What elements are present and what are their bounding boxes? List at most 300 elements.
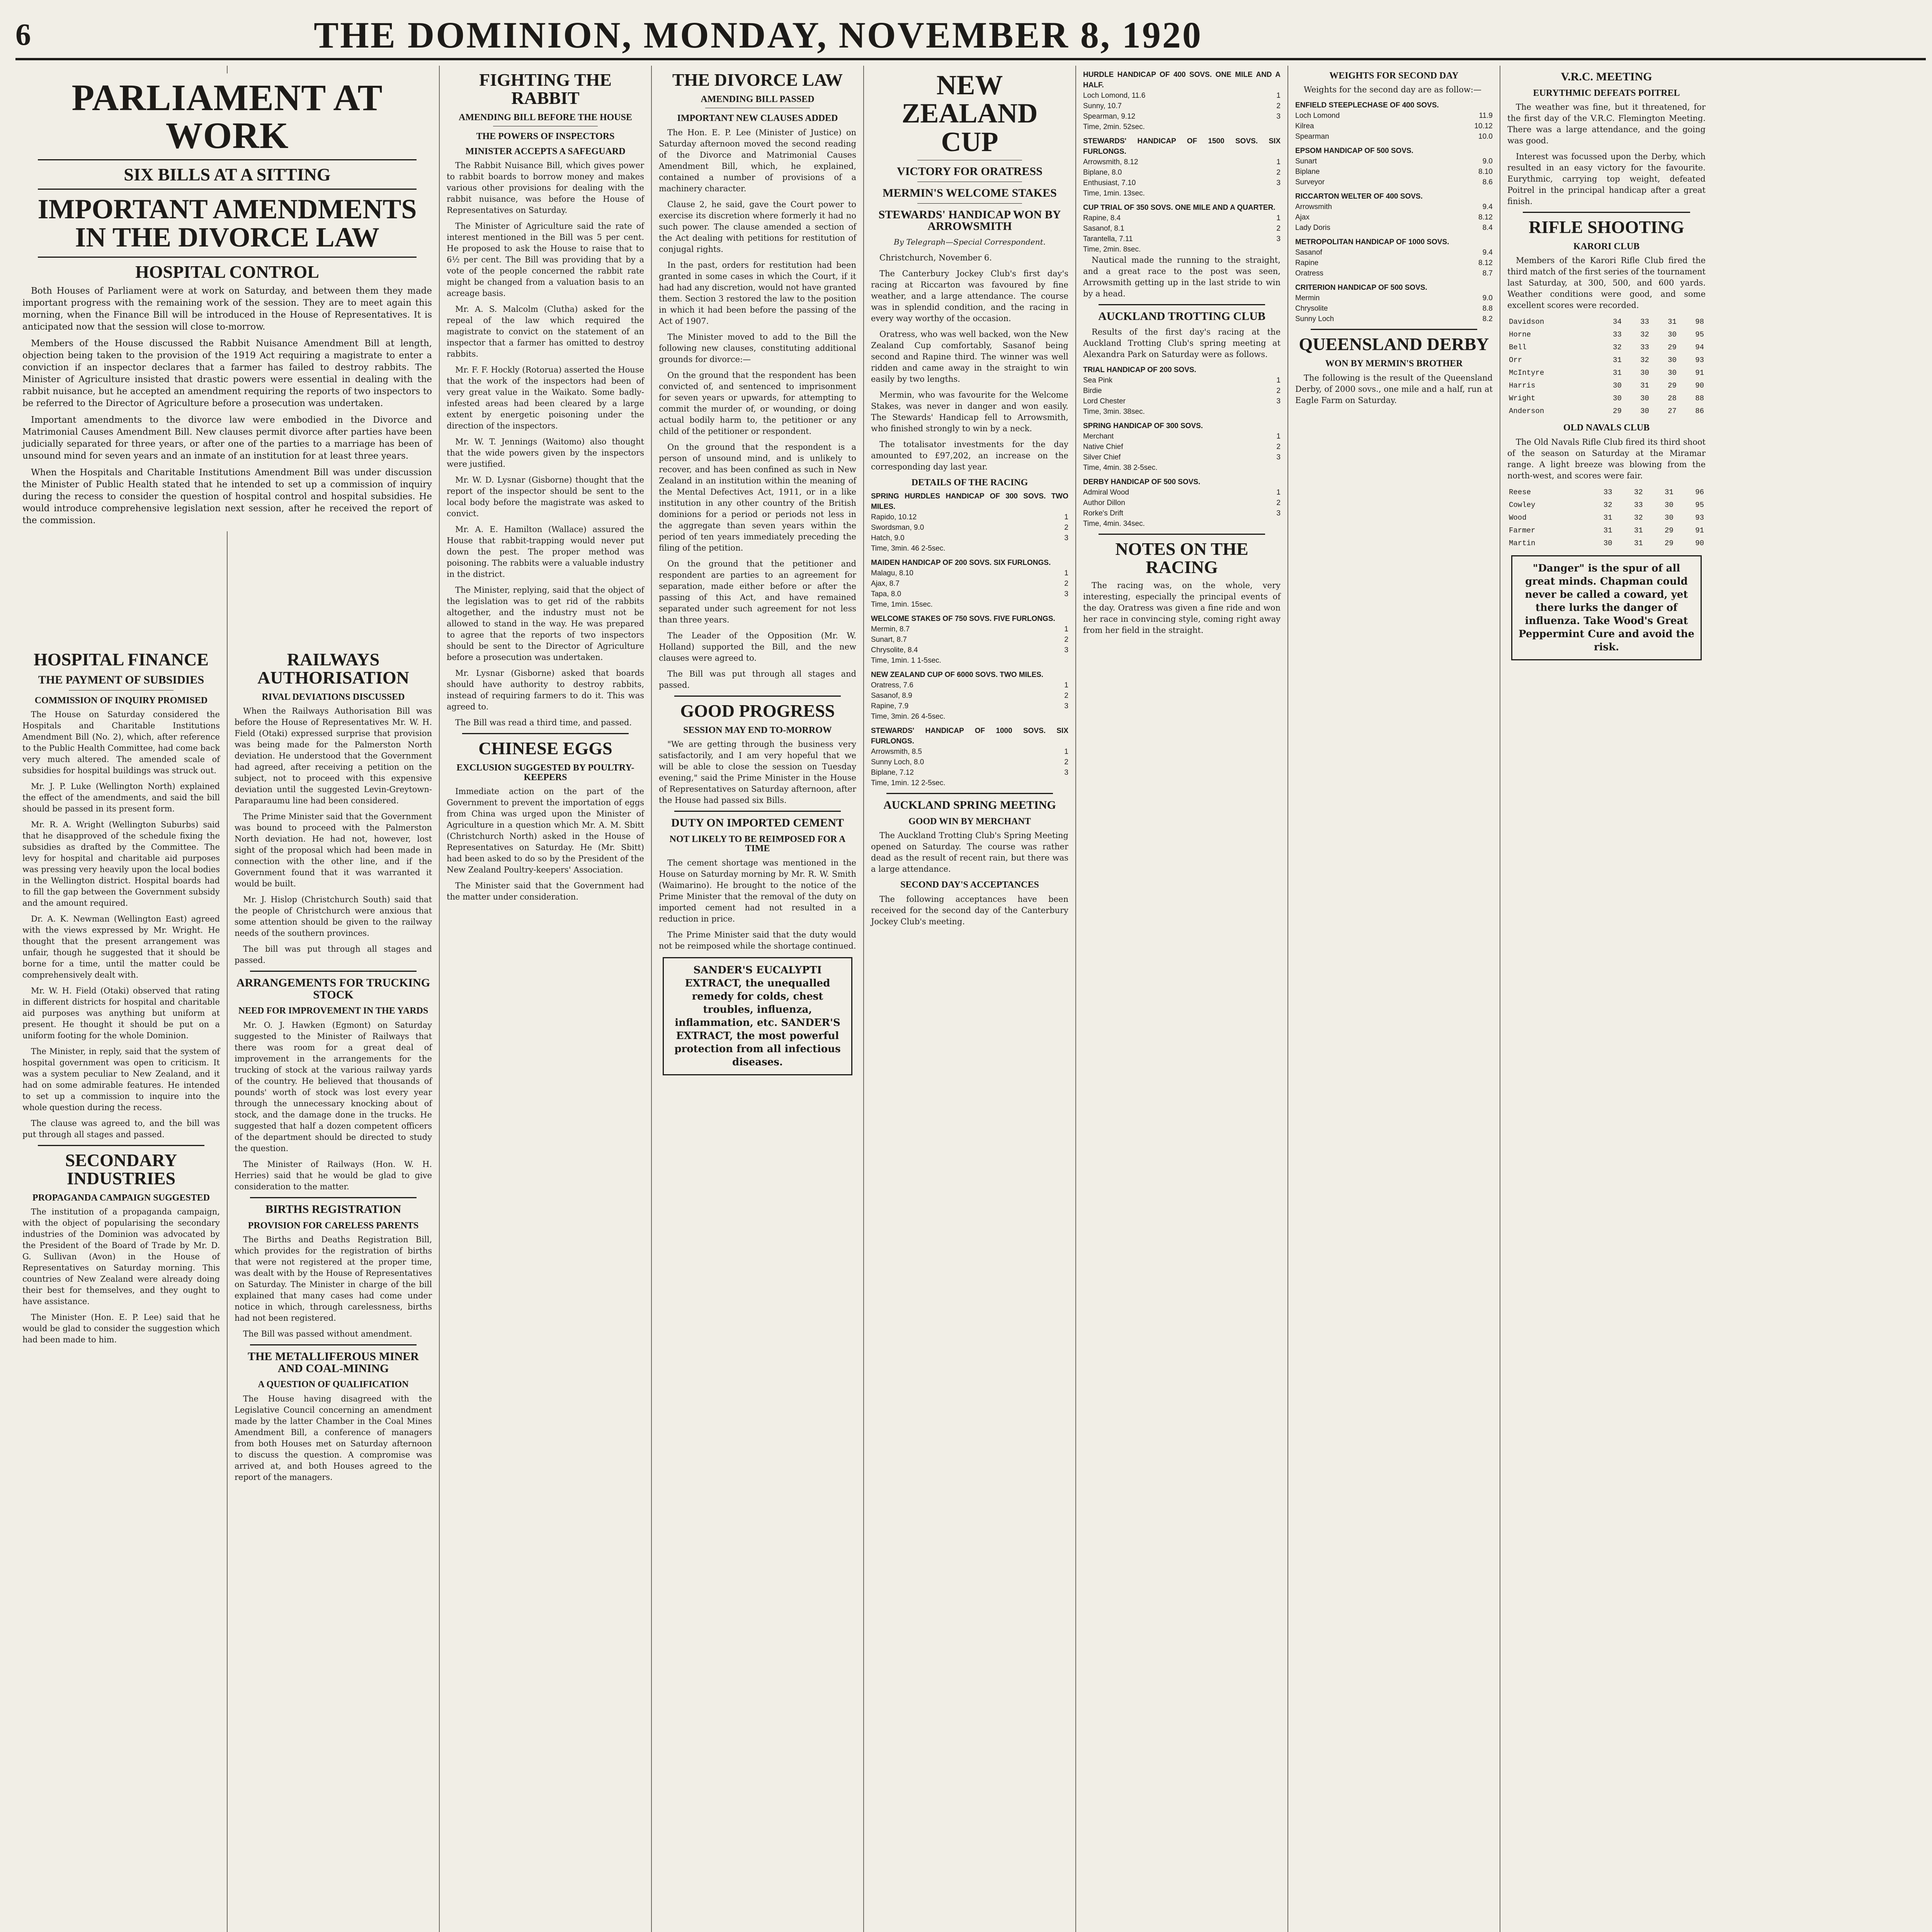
result-row	[871, 757, 1068, 767]
article-paragraph: Important amendments to the divorce law were embodied in the Divorce and Matrimonial Causes Amendment Bill. New clauses permit divorce after parties have been judicially separated for three years, or after one of the parties to a marriage has been of unsound mind for seven years and an inmate of an institution for at least three years.	[22, 415, 432, 461]
result-cell: Enthusiast, 7.10	[1083, 179, 1136, 187]
article-paragraph: The Prime Minister said that the Government was bound to proceed with the Palmerston North deviation. He had not, however, lost sight of the proposal which had been made in connection with the other line, and if the Government found that it was warranted it would be built.	[235, 812, 432, 889]
result-cell: 3	[1276, 509, 1281, 517]
result-row	[1083, 386, 1281, 396]
old-navals-headline: OLD NAVALS CLUB	[1563, 423, 1650, 433]
score-cell: 29	[1668, 381, 1677, 390]
score-cell: 28	[1668, 394, 1677, 403]
result-cell: 1	[1276, 488, 1281, 497]
result-row	[871, 701, 1068, 711]
article-paragraph: Mr. Lysnar (Gisborne) asked that boards should have authority to destroy rabbits, instead of requiring farmers to do it. This was agreed to.	[447, 668, 644, 712]
article-paragraph: Mr. J. Hislop (Christchurch South) said that the people of Christchurch were anxious that some attention should be given to the railway needs of the southern provinces.	[235, 895, 432, 938]
result-row	[1083, 178, 1281, 188]
article-paragraph: The Minister, in reply, said that the system of hospital government was open to criticism. It was a system peculiar to New Zealand, and it had on some admirable features. He intended to set up a commission to inquire into the whole question during the recess.	[22, 1046, 220, 1112]
race-title: SPRING HANDICAP OF 300 SOVS.	[1083, 422, 1203, 430]
result-row	[1295, 131, 1493, 142]
article-paragraph: The weather was fine, but it threatened, for the first day of the V.R.C. Flemington Meeting. There was a large attendance, and the going was good.	[1507, 102, 1706, 146]
article-paragraph: Weights for the second day are as follow:—	[1304, 85, 1482, 95]
race-time: Time, 3min. 38sec.	[1083, 407, 1145, 416]
score-cell: 31	[1613, 369, 1622, 378]
race-results	[871, 491, 1068, 788]
score-row	[1507, 512, 1706, 524]
article-paragraph: The Rabbit Nuisance Bill, which gives power to rabbit boards to borrow money and makes various other provisions for dealing with the rabbit nuisance, was before the House of Representatives on Saturday.	[447, 161, 644, 215]
hospital-finance-sub1: THE PAYMENT OF SUBSIDIES	[38, 673, 204, 686]
score-cell: 30	[1668, 356, 1677, 365]
score-cell: 94	[1695, 343, 1704, 352]
result-cell: 2	[1064, 692, 1068, 700]
result-cell: Tarantella, 7.11	[1083, 235, 1133, 243]
result-cell: 8.6	[1482, 178, 1493, 187]
births-headline: BIRTHS REGISTRATION	[265, 1202, 401, 1216]
score-cell: Wood	[1509, 513, 1527, 522]
article-paragraph: Immediate action on the part of the Government to prevent the importation of eggs from China was urged upon the Minister of Agriculture in a question which Mr. A. M. Sbitt (Christchurch North) asked in the House of Representatives on Saturday. He (Mr. Sbitt) had been asked to do so by the President of the New Zealand Poultry-keepers' Association.	[447, 787, 644, 875]
rabbit-sub2: THE POWERS OF INSPECTORS	[476, 131, 615, 142]
result-cell: 8.10	[1478, 168, 1493, 176]
score-cell: Anderson	[1509, 407, 1544, 416]
result-cell: 2	[1276, 386, 1281, 395]
miner-headline: THE METALLIFEROUS MINER AND COAL-MINING	[248, 1350, 419, 1375]
result-cell: 8.4	[1482, 224, 1493, 232]
score-cell: 30	[1603, 539, 1612, 548]
dateline: Christchurch, November 6.	[879, 253, 992, 262]
result-cell: 8.12	[1478, 213, 1493, 222]
cup-headline: NEW ZEALAND CUP	[901, 70, 1038, 157]
spring-meeting-headline: AUCKLAND SPRING MEETING	[883, 799, 1056, 812]
result-cell: Arrowsmith, 8.5	[871, 748, 922, 756]
score-cell: 30	[1640, 394, 1649, 403]
divider	[674, 696, 841, 697]
result-cell: Sunart, 8.7	[871, 636, 907, 644]
score-cell: 33	[1634, 500, 1643, 509]
result-cell: 1	[1064, 681, 1068, 690]
score-cell: Harris	[1509, 381, 1536, 390]
result-cell: Author Dillon	[1083, 498, 1125, 507]
result-row	[1295, 202, 1493, 212]
result-cell: 10.0	[1478, 133, 1493, 141]
result-cell: 1	[1064, 625, 1068, 634]
births-sub: PROVISION FOR CARELESS PARENTS	[248, 1220, 419, 1231]
rabbit-sub3: MINISTER ACCEPTS A SAFEGUARD	[465, 146, 626, 156]
result-row	[871, 624, 1068, 634]
weights-headline: WEIGHTS FOR SECOND DAY	[1329, 71, 1459, 81]
hospital-finance-sub2: COMMISSION OF INQUIRY PROMISED	[34, 695, 208, 706]
score-row	[1507, 499, 1706, 512]
result-cell: Malagu, 8.10	[871, 569, 913, 578]
divider	[38, 257, 417, 258]
result-cell: 3	[1276, 112, 1281, 121]
result-cell: 3	[1064, 769, 1068, 777]
divider	[917, 203, 1022, 204]
score-table	[1507, 316, 1706, 418]
score-cell: 33	[1640, 318, 1649, 327]
column-5	[864, 66, 1076, 1932]
result-row	[1083, 452, 1281, 463]
acceptances-headline: SECOND DAY'S ACCEPTANCES	[900, 880, 1039, 890]
result-cell: 3	[1276, 179, 1281, 187]
vrc-sub: EURYTHMIC DEFEATS POITREL	[1533, 88, 1680, 98]
result-cell: Sunart	[1295, 157, 1317, 166]
article-paragraph: Mermin, who was favourite for the Welcome Stakes, was never in danger and won easily. The Stewards' Handicap fell to Arrowsmith, who finished strongly to win by a neck.	[871, 390, 1068, 433]
article-paragraph: Results of the first day's racing at the Auckland Trotting Club's spring meeting at Alexandra Park on Saturday were as follows.	[1083, 327, 1281, 359]
result-cell: 2	[1064, 758, 1068, 767]
result-row	[1295, 247, 1493, 258]
race-results	[1083, 70, 1281, 255]
result-cell: Spearman	[1295, 133, 1329, 141]
divider	[38, 189, 417, 190]
score-cell: 93	[1695, 356, 1704, 365]
article-paragraph: Mr. W. T. Jennings (Waitomo) also thought that the wide powers given by the inspectors were justified.	[447, 437, 644, 469]
article-paragraph: The Minister moved to add to the Bill the following new clauses, constituting additional grounds for divorce:—	[659, 332, 856, 364]
score-row	[1507, 405, 1706, 418]
result-row	[871, 767, 1068, 778]
score-cell: 27	[1668, 407, 1677, 416]
newspaper-title: THE DOMINION, MONDAY, NOVEMBER 8, 1920	[314, 14, 1202, 56]
score-cell: 29	[1665, 526, 1673, 535]
score-cell: 32	[1603, 500, 1612, 509]
column-6	[1076, 66, 1288, 1932]
score-row	[1507, 367, 1706, 379]
race-title: CUP TRIAL OF 350 SOVS. ONE MILE AND A QUARTER.	[1083, 204, 1276, 212]
result-row	[1083, 498, 1281, 508]
parliament-sub2: IMPORTANT AMENDMENTS IN THE DIVORCE LAW	[37, 193, 417, 253]
secondary-industries-headline: SECONDARY INDUSTRIES	[65, 1150, 177, 1188]
result-row	[1295, 111, 1493, 121]
result-row	[871, 634, 1068, 645]
article-paragraph: The Bill was read a third time, and passed.	[455, 718, 632, 728]
divider	[462, 733, 629, 734]
old-navals-scores	[1507, 486, 1706, 550]
result-cell: Native Chief	[1083, 442, 1123, 451]
article-paragraph: The institution of a propaganda campaign, with the object of popularising the secondary industries of the Dominion was advocated by the President of the Board of Trade by Mr. D. G. Sullivan (Avon) in the House of Representatives on Saturday morning. This countries of New Zealand were already doing their best for themselves, and they ought to have assistance.	[22, 1207, 220, 1306]
result-cell: Chrysolite	[1295, 304, 1328, 313]
score-cell: 32	[1634, 488, 1643, 497]
result-cell: 2	[1064, 636, 1068, 644]
result-row	[1295, 268, 1493, 279]
result-cell: 11.9	[1479, 112, 1493, 120]
article-paragraph: The Minister, replying, said that the object of the legislation was to get rid of the rabbits altogether, and the industry must not be allowed to stand in the way. He was prepared to agree that the reports of two inspectors should be sent to the Director of Agriculture before a prosecution was undertaken.	[447, 585, 644, 662]
result-cell: 2	[1276, 102, 1281, 110]
result-row	[871, 522, 1068, 533]
column-7	[1288, 66, 1500, 1932]
divider	[886, 793, 1053, 794]
score-row	[1507, 486, 1706, 499]
sanders-advertisement: SANDER'S EUCALYPTI EXTRACT, the unequalled remedy for colds, chest troubles, influenza, inflammation, etc. SANDER'S EXTRACT, the most powerful protection from all infectious diseases.	[663, 957, 852, 1075]
trotting-headline: AUCKLAND TROTTING CLUB	[1098, 310, 1265, 323]
result-row	[871, 512, 1068, 522]
article-paragraph: Mr. A. E. Hamilton (Wallace) assured the House that rabbit-trapping would never put down the pest. The proper method was poisoning. The rabbits were a valuable industry in the district.	[447, 525, 644, 579]
race-time: Time, 4min. 38 2-5sec.	[1083, 463, 1158, 472]
result-cell: 2	[1064, 580, 1068, 588]
score-cell: 32	[1640, 330, 1649, 339]
result-cell: Biplane	[1295, 168, 1320, 176]
result-cell: 3	[1276, 235, 1281, 243]
article-paragraph: Dr. A. K. Newman (Wellington East) agreed with the views expressed by Mr. Wright. He thought that the present arrangement was unfair, though he suggested that it should be borne for a time, until the matter could be comprehensively dealt with.	[22, 914, 220, 980]
result-row	[1295, 167, 1493, 177]
result-cell: 2	[1276, 442, 1281, 451]
good-progress-sub: SESSION MAY END TO-MORROW	[683, 725, 832, 735]
result-cell: Chrysolite, 8.4	[871, 646, 918, 655]
result-row	[1083, 167, 1281, 178]
result-cell: Rorke's Drift	[1083, 509, 1123, 517]
result-cell: Kilrea	[1295, 122, 1314, 131]
score-cell: 30	[1665, 500, 1673, 509]
race-results	[1083, 365, 1281, 529]
article-paragraph: The Births and Deaths Registration Bill, which provides for the registration of births that were not registered at the proper time, was dealt with by the House of Representatives on Saturday. The Minister in charge of the bill explained that many cases had come under notice in which, through carelessness, births had not been registered.	[235, 1235, 432, 1323]
result-row	[1083, 213, 1281, 223]
result-cell: Sunny Loch, 8.0	[871, 758, 924, 767]
result-cell: 3	[1276, 453, 1281, 461]
score-cell: 31	[1634, 539, 1643, 548]
score-cell: 31	[1613, 356, 1622, 365]
score-cell: 30	[1613, 381, 1622, 390]
article-paragraph: On the ground that the petitioner and respondent are parties to an agreement for separation, made either before or after the passing of this Act, and have remained separated under such agreement for not less than three years.	[659, 559, 856, 624]
woods-peppermint-advertisement: "Danger" is the spur of all great minds. Chapman could never be called a coward, yet there lurks the danger of influenza. Take Wood's Great Peppermint Cure and avoid the risk.	[1511, 555, 1702, 660]
result-cell: 1	[1064, 513, 1068, 522]
queensland-derby-headline: QUEENSLAND DERBY	[1299, 334, 1489, 354]
article-paragraph: The Leader of the Opposition (Mr. W. Holland) supported the Bill, and the new clauses were agreed to.	[659, 631, 856, 663]
result-cell: Birdie	[1083, 386, 1102, 395]
score-cell: 31	[1668, 318, 1677, 327]
result-cell: Sasanof	[1295, 248, 1322, 257]
article-paragraph: The Minister of Railways (Hon. W. H. Herries) said that he would be glad to give consideration to the matter.	[235, 1159, 432, 1191]
score-cell: 30	[1665, 513, 1673, 522]
race-time: Time, 3min. 46 2-5sec.	[871, 544, 946, 553]
result-cell: Merchant	[1083, 432, 1114, 440]
race-title: SPRING HURDLES HANDICAP OF 300 SOVS. TWO MILES.	[871, 492, 1068, 511]
article-paragraph: The Auckland Trotting Club's Spring Meeting opened on Saturday. The course was rather dead as the result of recent rain, but there was a large attendance.	[871, 831, 1068, 874]
result-row	[1083, 101, 1281, 111]
article-paragraph: The House on Saturday considered the Hospitals and Charitable Institutions Amendment Bill (No. 2), which, after reference to the Public Health Committee, had come back very much altered. The amended scale of subsidies for hospital buildings was struck out.	[22, 709, 220, 775]
race-title: STEWARDS' HANDICAP OF 1000 SOVS. SIX FURLONGS.	[871, 727, 1068, 746]
article-paragraph: On the ground that the respondent is a person of unsound mind, and is unlikely to recover, and has been confined as such in New Zealand in an institution within the meaning of the Mental Defectives Act, 1911, or in a like institution in any other country of the British dominions for a period or periods not less in the aggregate than seven years within the period of ten years immediately preceding the filing of the petition.	[659, 442, 856, 553]
result-cell: Oratress	[1295, 269, 1323, 278]
vrc-headline: V.R.C. MEETING	[1561, 70, 1652, 83]
score-cell: 90	[1695, 539, 1704, 548]
result-cell: 9.0	[1482, 294, 1493, 303]
result-cell: 3	[1064, 534, 1068, 543]
result-row	[1295, 314, 1493, 324]
score-cell: 31	[1640, 381, 1649, 390]
column-8	[1500, 66, 1713, 1932]
article-paragraph: Nautical made the running to the straight, and a great race to the post was seen, Arrowsmith getting up in the last stride to win by a head.	[1083, 255, 1281, 298]
result-cell: Rapine, 8.4	[1083, 214, 1121, 222]
race-time: Time, 2min. 52sec.	[1083, 123, 1145, 131]
result-cell: Tapa, 8.0	[871, 590, 901, 599]
race-title: HURDLE HANDICAP OF 400 SOVS. ONE MILE AND A HALF.	[1083, 71, 1281, 89]
result-row	[1295, 156, 1493, 167]
article-paragraph: The cement shortage was mentioned in the House on Saturday morning by Mr. R. W. Smith (Waimarino). He brought to the notice of the Prime Minister that the removal of the duty on imported cement had not resulted in a reduction in price.	[659, 858, 856, 923]
trucking-headline: ARRANGEMENTS FOR TRUCKING STOCK	[236, 976, 430, 1001]
score-cell: 88	[1695, 394, 1704, 403]
secondary-industries-sub: PROPAGANDA CAMPAIGN SUGGESTED	[32, 1192, 210, 1203]
page-number: 6	[15, 17, 31, 52]
column-3	[440, 66, 652, 1932]
score-cell: 33	[1640, 343, 1649, 352]
divorce-headline: THE DIVORCE LAW	[672, 70, 843, 90]
score-row	[1507, 316, 1706, 328]
result-cell: Admiral Wood	[1083, 488, 1129, 497]
result-row	[871, 589, 1068, 599]
result-cell: Rapido, 10.12	[871, 513, 917, 522]
article-paragraph: Interest was focussed upon the Derby, which resulted in an easy victory for the favourite. Eurythmic, carrying top weight, defeated Poitrel in the principal handicap after a great finish.	[1507, 152, 1706, 206]
race-title: WELCOME STAKES OF 750 SOVS. FIVE FURLONGS.	[871, 615, 1055, 623]
score-cell: 33	[1613, 330, 1622, 339]
result-row	[1295, 258, 1493, 268]
race-title: METROPOLITAN HANDICAP OF 1000 SOVS.	[1295, 238, 1449, 247]
result-row	[1083, 431, 1281, 442]
divider	[250, 971, 417, 972]
chinese-eggs-headline: CHINESE EGGS	[478, 738, 612, 759]
result-cell: Ajax, 8.7	[871, 580, 900, 588]
result-row	[871, 680, 1068, 690]
race-time: Time, 1min. 13sec.	[1083, 189, 1145, 197]
article-paragraph: Mr. F. F. Hockly (Rotorua) asserted the House that the work of the inspectors had been of very great value in the Waikato. Some badly-infested areas had been cleared by a large extent by energetic poisoning under the direction of the inspectors.	[447, 365, 644, 431]
race-title: EPSOM HANDICAP OF 500 SOVS.	[1295, 147, 1413, 155]
cup-sub1: VICTORY FOR ORATRESS	[897, 165, 1043, 178]
result-cell: Rapine	[1295, 259, 1319, 267]
result-cell: Lady Doris	[1295, 224, 1330, 232]
result-cell: 1	[1276, 158, 1281, 166]
score-cell: 30	[1613, 394, 1622, 403]
score-cell: 30	[1640, 407, 1649, 416]
parliament-body	[22, 285, 432, 531]
good-progress-headline: GOOD PROGRESS	[680, 701, 835, 721]
article-paragraph: The bill was put through all stages and passed.	[235, 944, 432, 965]
race-time: Time, 4min. 34sec.	[1083, 519, 1145, 528]
score-cell: 91	[1695, 369, 1704, 378]
result-cell: 1	[1276, 432, 1281, 440]
result-row	[1083, 396, 1281, 406]
article-paragraph: The House having disagreed with the Legislative Council concerning an amendment made by the latter Chamber in the Coal Mines Amendment Bill, a conference of managers from both Houses met on Saturday afternoon to discuss the question. A compromise was arrived at, and both Houses agreed to the report of the managers.	[235, 1394, 432, 1482]
divorce-sub1: AMENDING BILL PASSED	[701, 94, 815, 104]
article-paragraph: The Minister (Hon. E. P. Lee) said that he would be glad to consider the suggestion which had been made to him.	[22, 1313, 220, 1345]
score-cell: 93	[1695, 513, 1704, 522]
miner-sub: A QUESTION OF QUALIFICATION	[258, 1379, 409, 1390]
result-cell: Arrowsmith, 8.12	[1083, 158, 1138, 166]
parliament-headline: PARLIAMENT AT WORK	[71, 77, 383, 156]
divider	[250, 1344, 417, 1345]
result-cell: Spearman, 9.12	[1083, 112, 1136, 121]
result-row	[871, 533, 1068, 543]
score-cell: 31	[1603, 526, 1612, 535]
result-row	[1295, 223, 1493, 233]
score-cell: 90	[1695, 381, 1704, 390]
result-row	[1295, 212, 1493, 223]
score-table	[1507, 486, 1706, 550]
result-cell: 1	[1064, 569, 1068, 578]
result-cell: 8.7	[1482, 269, 1493, 278]
result-cell: 9.0	[1482, 157, 1493, 166]
score-cell: 30	[1668, 369, 1677, 378]
result-row	[1083, 442, 1281, 452]
race-time: Time, 1min. 15sec.	[871, 600, 933, 609]
cup-sub2: MERMIN'S WELCOME STAKES	[883, 186, 1057, 199]
score-cell: 86	[1695, 407, 1704, 416]
result-cell: Hatch, 9.0	[871, 534, 905, 543]
article-paragraph: The clause was agreed to, and the bill was put through all stages and passed.	[22, 1118, 220, 1139]
result-row	[1083, 487, 1281, 498]
score-cell: Cowley	[1509, 500, 1536, 509]
result-row	[871, 747, 1068, 757]
article-paragraph: The Hon. E. P. Lee (Minister of Justice) on Saturday afternoon moved the second reading of the Divorce and Matrimonial Causes Amendment Bill, which, he explained, contained a number of provisions of a machinery character.	[659, 128, 856, 193]
result-row	[871, 645, 1068, 655]
article-paragraph: The totalisator investments for the day amounted to £97,202, an increase on the corresponding day last year.	[871, 439, 1068, 471]
cup-sub3: STEWARDS' HANDICAP WON BY ARROWSMITH	[878, 208, 1061, 233]
score-cell: McIntyre	[1509, 369, 1544, 378]
result-row	[1083, 508, 1281, 519]
score-cell: 98	[1695, 318, 1704, 327]
article-paragraph: The racing was, on the whole, very interesting, especially the principal events of the day. Oratress was given a fine ride and won her race in convincing style, coming right away from her field in the straight.	[1083, 581, 1281, 635]
score-row	[1507, 354, 1706, 367]
result-row	[1083, 223, 1281, 234]
divider	[674, 811, 841, 812]
race-title: DERBY HANDICAP OF 500 SOVS.	[1083, 478, 1201, 486]
result-row	[1295, 293, 1493, 303]
result-cell: Surveyor	[1295, 178, 1325, 187]
race-title: CRITERION HANDICAP OF 500 SOVS.	[1295, 284, 1427, 292]
parliament-sub1: SIX BILLS AT A SITTING	[124, 164, 331, 184]
result-cell: Sunny Loch	[1295, 315, 1334, 323]
article-paragraph: Mr. W. H. Field (Otaki) observed that rating in different districts for hospital and charitable aid purposes was anything but uniform at present. He thought it should be put on a uniform footing for the whole Dominion.	[22, 986, 220, 1040]
race-time: Time, 1min. 12 2-5sec.	[871, 779, 946, 787]
result-cell: Loch Lomond, 11.6	[1083, 92, 1146, 100]
result-cell: Sunny, 10.7	[1083, 102, 1122, 110]
score-row	[1507, 537, 1706, 550]
column-4	[652, 66, 864, 1932]
score-cell: 96	[1695, 488, 1704, 497]
result-cell: 1	[1276, 92, 1281, 100]
result-row	[871, 568, 1068, 578]
result-row	[1295, 177, 1493, 187]
score-cell: Farmer	[1509, 526, 1536, 535]
result-row	[1083, 111, 1281, 122]
score-cell: 31	[1603, 513, 1612, 522]
score-cell: 32	[1634, 513, 1643, 522]
result-cell: Mermin	[1295, 294, 1320, 303]
result-cell: Swordsman, 9.0	[871, 524, 924, 532]
score-row	[1507, 328, 1706, 341]
score-cell: 30	[1640, 369, 1649, 378]
race-time: Time, 1min. 1 1-5sec.	[871, 656, 941, 665]
article-paragraph: Mr. W. D. Lysnar (Gisborne) thought that the report of the inspector should be sent to the local body before the magistrate was asked to convict.	[447, 475, 644, 519]
masthead	[15, 12, 1926, 60]
result-cell: 2	[1276, 224, 1281, 233]
result-row	[1295, 303, 1493, 314]
race-title: TRIAL HANDICAP OF 200 SOVS.	[1083, 366, 1196, 374]
score-cell: 31	[1665, 488, 1673, 497]
result-cell: 10.12	[1474, 122, 1493, 131]
result-cell: Biplane, 8.0	[1083, 168, 1122, 177]
divider	[1523, 212, 1690, 213]
result-cell: 3	[1064, 646, 1068, 655]
result-row	[1295, 121, 1493, 131]
score-cell: 30	[1668, 330, 1677, 339]
score-cell: 95	[1695, 330, 1704, 339]
article-paragraph: The Bill was put through all stages and passed.	[659, 669, 856, 690]
result-cell: Biplane, 7.12	[871, 769, 914, 777]
score-cell: Reese	[1509, 488, 1531, 497]
parliament-article	[22, 73, 432, 531]
article-paragraph: "We are getting through the business very satisfactorily, and I am very hopeful that we will be able to close the session on Tuesday evening," said the Prime Minister in the House of Representatives on Saturday afternoon, after the House had passed six Bills.	[659, 740, 856, 805]
score-cell: Wright	[1509, 394, 1536, 403]
result-row	[1083, 157, 1281, 167]
result-row	[871, 578, 1068, 589]
hospital-finance-headline: HOSPITAL FINANCE	[34, 650, 209, 669]
article-paragraph: Clause 2, he said, gave the Court power to exercise its discretion where formerly it had no such power. The clause amended a section of the Act dealing with petitions for restitution of conjugal rights.	[659, 199, 856, 254]
chinese-eggs-sub: EXCLUSION SUGGESTED BY POULTRY-KEEPERS	[456, 763, 634, 782]
article-paragraph: Mr. O. J. Hawken (Egmont) on Saturday suggested to the Minister of Railways that there was room for a great deal of improvement in the arrangements for the trucking of stock at the various railway yards of the country. He believed that thousands of pounds' worth of stock was lost every year through the unnecessary knocking about of stock, and the damage done in the trucks. He suggested that half a dozen competent officers of the department should be directed to study the question.	[235, 1020, 432, 1153]
result-cell: 1	[1064, 748, 1068, 756]
